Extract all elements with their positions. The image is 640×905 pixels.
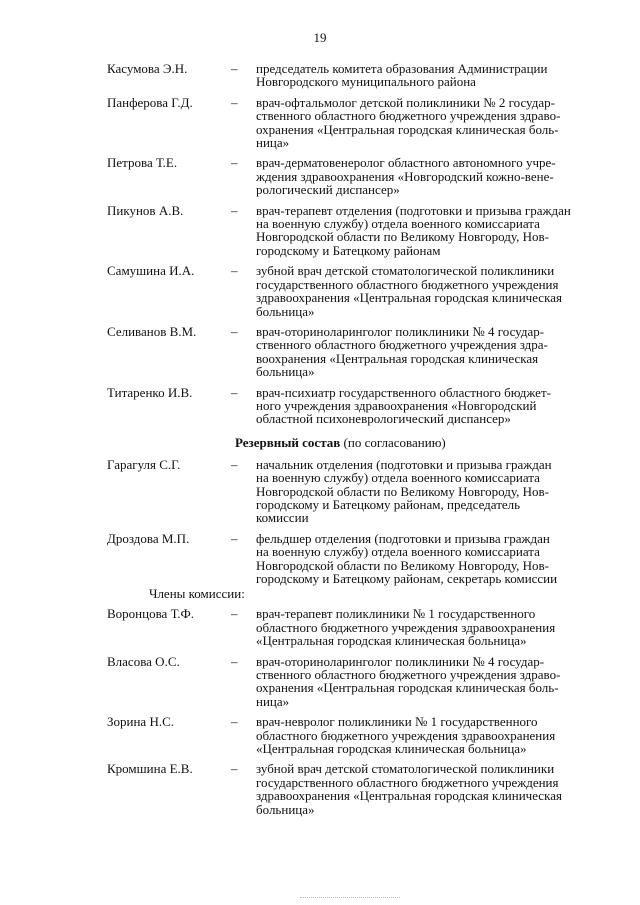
member-position: врач-невролог поликлиники № 1 государственного областного бюджетного учреждения здравоохранения «Центральная городская клиническая больница» bbox=[256, 714, 556, 757]
dash-separator: – bbox=[231, 94, 238, 110]
member-position: зубной врач детской стоматологической поликлиники государственного областного бюджетного учреждения здравоохранения «Центральная городская клиническая больница» bbox=[256, 263, 562, 319]
list-item bbox=[107, 325, 612, 379]
member-position: врач-терапевт поликлиники № 1 государственного областного бюджетного учреждения здравоохранения «Центральная городская клиническая больница» bbox=[256, 606, 556, 649]
member-name: Селиванов В.М. bbox=[107, 323, 197, 339]
dash-separator: – bbox=[231, 714, 238, 730]
member-position: фельдшер отделения (подготовки и призыва граждан на военную службу) отдела военного комиссариата Новгородской области по Великому Новгороду, Нов- городскому и Батецкому районам, секретарь комиссии bbox=[256, 530, 558, 586]
list-item bbox=[107, 156, 612, 196]
member-name: Титаренко И.В. bbox=[107, 384, 193, 400]
member-position: врач-психиатр государственного областного бюджет- ного учреждения здравоохранения «Новгородский областной психоневрологический диспансер» bbox=[256, 384, 551, 427]
dash-separator: – bbox=[231, 263, 238, 279]
list-item bbox=[107, 655, 612, 709]
member-name: Кромшина Е.В. bbox=[107, 761, 193, 777]
member-name: Пикунов А.В. bbox=[107, 202, 184, 218]
dash-separator: – bbox=[231, 202, 238, 218]
dash-separator: – bbox=[231, 606, 238, 622]
member-position: врач-оториноларинголог поликлиники № 4 государ- ственного областного бюджетного учреждения здра- воохранения «Центральная городская клиническая больница» bbox=[256, 323, 548, 380]
list-item bbox=[107, 458, 612, 525]
footer-divider bbox=[300, 897, 400, 898]
member-name: Дроздова М.П. bbox=[107, 530, 190, 546]
dash-separator: – bbox=[231, 653, 238, 669]
list-item bbox=[107, 204, 612, 258]
reserve-heading-bold: Резервный состав bbox=[235, 434, 341, 450]
dash-separator: – bbox=[231, 323, 238, 339]
member-name: Панферова Г.Д. bbox=[107, 94, 193, 110]
member-position: врач-оториноларинголог поликлиники № 4 государ- ственного областного бюджетного учреждения здраво- охранения «Центральная городская клиническая боль- ница» bbox=[256, 653, 561, 709]
dash-separator: – bbox=[231, 384, 238, 400]
member-name: Самушина И.А. bbox=[107, 263, 195, 279]
list-item bbox=[107, 532, 612, 586]
member-name: Воронцова Т.Ф. bbox=[107, 606, 194, 622]
member-position: начальник отделения (подготовки и призыва граждан на военную службу) отдела военного комиссариата Новгородской области по Великому Новгороду, Нов- городскому и Батецкому районам, председатель комиссии bbox=[256, 456, 552, 526]
list-item bbox=[107, 62, 612, 89]
members-label: Члены комиссии: bbox=[149, 586, 245, 602]
member-position: врач-терапевт отделения (подготовки и призыва граждан на военную службу) отдела военного комиссариата Новгородской области по Великому Новгороду, Нов- городскому и Батецкому районам bbox=[256, 202, 571, 258]
member-name: Зорина Н.С. bbox=[107, 714, 175, 730]
reserve-members-list bbox=[107, 607, 612, 816]
commission-list bbox=[107, 62, 612, 816]
list-item bbox=[107, 96, 612, 150]
reserve-heading-note: (по согласованию) bbox=[340, 434, 446, 450]
dash-separator: – bbox=[231, 155, 238, 171]
reserve-leaders-list bbox=[107, 458, 612, 586]
dash-separator: – bbox=[231, 61, 238, 76]
reserve-section-heading bbox=[235, 436, 612, 450]
dash-separator: – bbox=[231, 530, 238, 546]
dash-separator: – bbox=[231, 456, 238, 472]
list-item bbox=[107, 386, 612, 426]
list-item bbox=[107, 715, 612, 755]
member-position: председатель комитета образования Администрации Новгородского муниципального района bbox=[256, 61, 548, 90]
list-item bbox=[107, 762, 612, 816]
primary-members-list bbox=[107, 62, 612, 426]
member-position: зубной врач детской стоматологической поликлиники государственного областного бюджетного учреждения здравоохранения «Центральная городская клиническая больница» bbox=[256, 761, 562, 817]
member-position: врач-дерматовенеролог областного автономного учре- ждения здравоохранения «Новгородский кожно-вене- рологический диспансер» bbox=[256, 155, 556, 198]
list-item bbox=[107, 607, 612, 647]
page-number: 19 bbox=[313, 30, 327, 45]
member-name: Гарагуля С.Г. bbox=[107, 456, 181, 472]
list-item bbox=[107, 264, 612, 318]
dash-separator: – bbox=[231, 761, 238, 777]
member-name: Касумова Э.Н. bbox=[107, 61, 188, 76]
member-name: Власова О.С. bbox=[107, 653, 180, 669]
member-position: врач-офтальмолог детской поликлиники № 2 государ- ственного областного бюджетного учреждения здраво- охранения «Центральная городская клиническая боль- ница» bbox=[256, 94, 561, 151]
member-name: Петрова Т.Е. bbox=[107, 155, 178, 171]
